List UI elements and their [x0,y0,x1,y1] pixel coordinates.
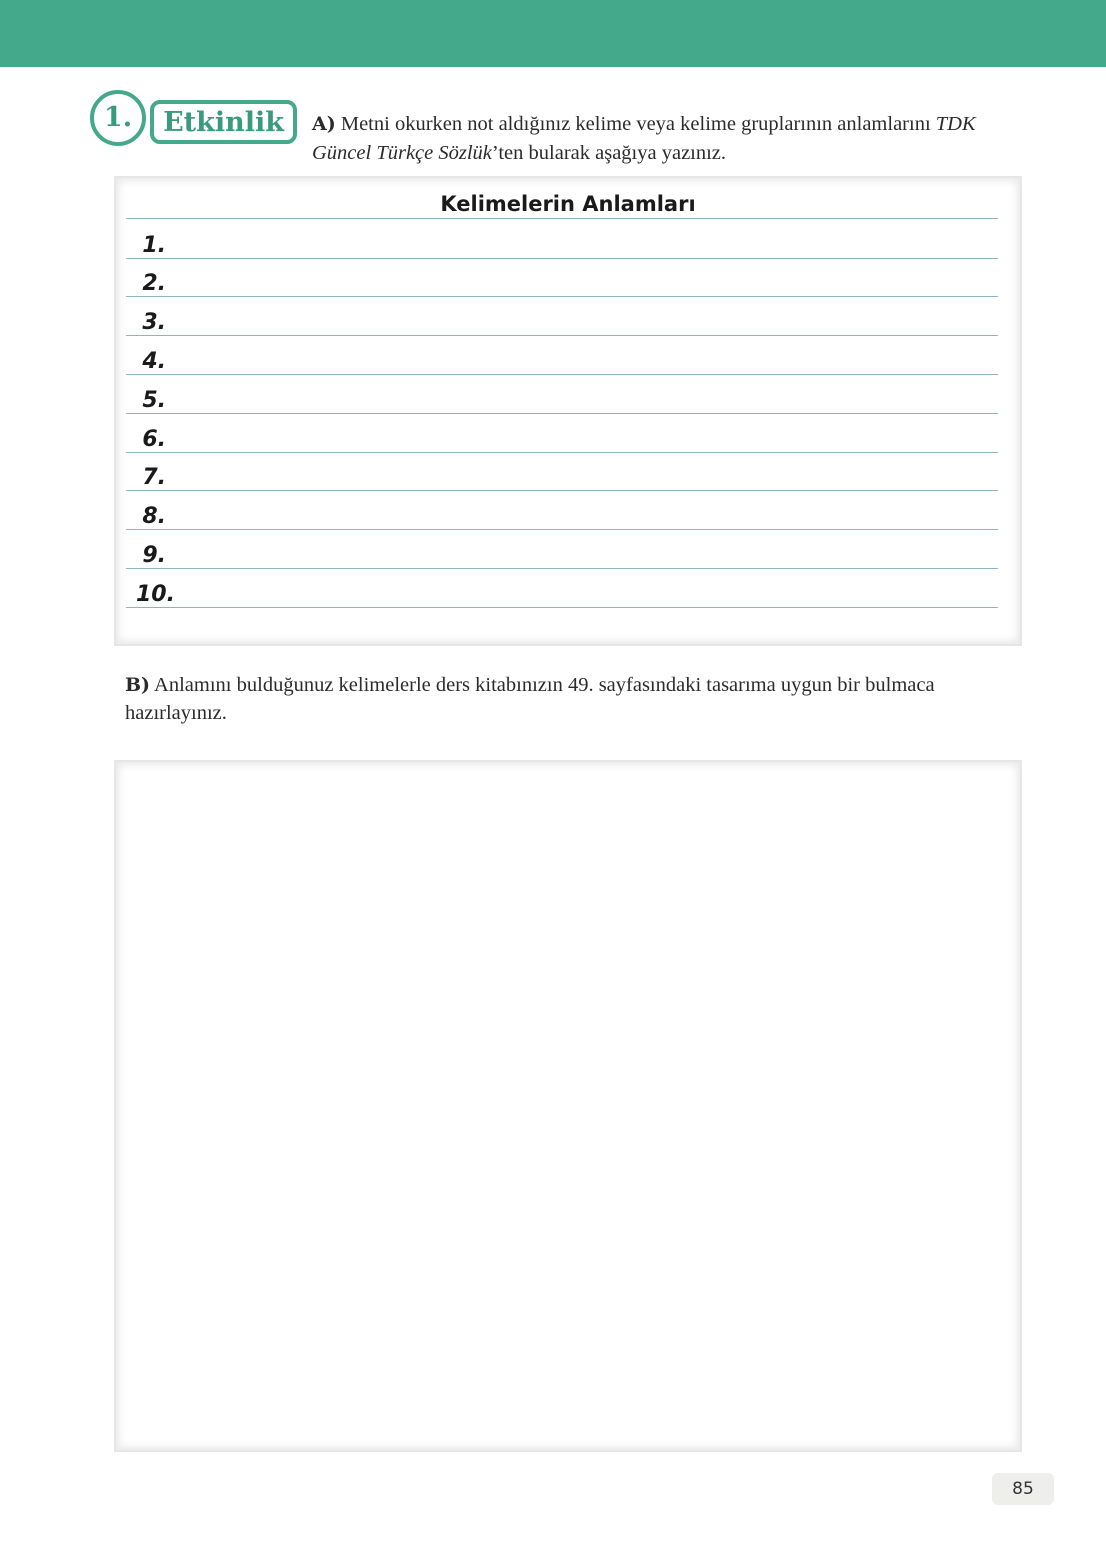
instruction-b-text: Anlamını bulduğunuz kelimelerle ders kitabınızın 49. sayfasındaki tasarıma uygun bir bulmaca hazırlayınız. [125,674,935,724]
line-number: 1. [142,232,166,258]
meaning-line[interactable] [126,529,998,569]
instruction-a-dictionary-title: TDK Güncel Türkçe Sözlük [312,113,976,164]
activity-label: Etkinlik [163,107,284,138]
header-band [0,0,1106,67]
word-meanings-title: Kelimelerin Anlamları [440,192,696,216]
meaning-line[interactable] [126,335,998,375]
instruction-a-text-2: ’ten bularak aşağıya yazınız. [491,142,727,164]
instruction-b [125,671,1010,727]
meaning-line[interactable] [126,491,998,531]
line-number: 9. [142,543,166,569]
line-number: 6. [142,426,166,452]
activity-label-box [150,100,297,144]
line-number: 3. [142,310,166,336]
meaning-line[interactable] [126,413,998,453]
instruction-a-marker: A) [312,113,336,135]
puzzle-area[interactable] [116,762,1020,1450]
line-number: 4. [142,349,166,375]
line-number: 5. [142,387,166,413]
instruction-b-marker: B) [125,674,151,696]
line-number: 8. [142,504,166,530]
line-number: 7. [142,465,166,491]
meaning-line[interactable] [126,219,998,259]
instruction-a-text-1: Metni okurken not aldığınız kelime veya kelime gruplarının anlamlarını [335,113,936,135]
line-number: 10. [136,581,175,607]
meaning-line[interactable] [126,452,998,492]
activity-number-circle [90,90,146,146]
instruction-a [312,110,1006,168]
word-meanings-box [116,178,1020,644]
activity-badge [86,84,306,156]
line-number: 2. [142,271,166,297]
meaning-line[interactable] [126,374,998,414]
page-number: 85 [992,1473,1054,1505]
meaning-line[interactable] [126,258,998,298]
activity-number: 1. [103,102,133,133]
meaning-line[interactable] [126,568,998,608]
meaning-line[interactable] [126,297,998,337]
